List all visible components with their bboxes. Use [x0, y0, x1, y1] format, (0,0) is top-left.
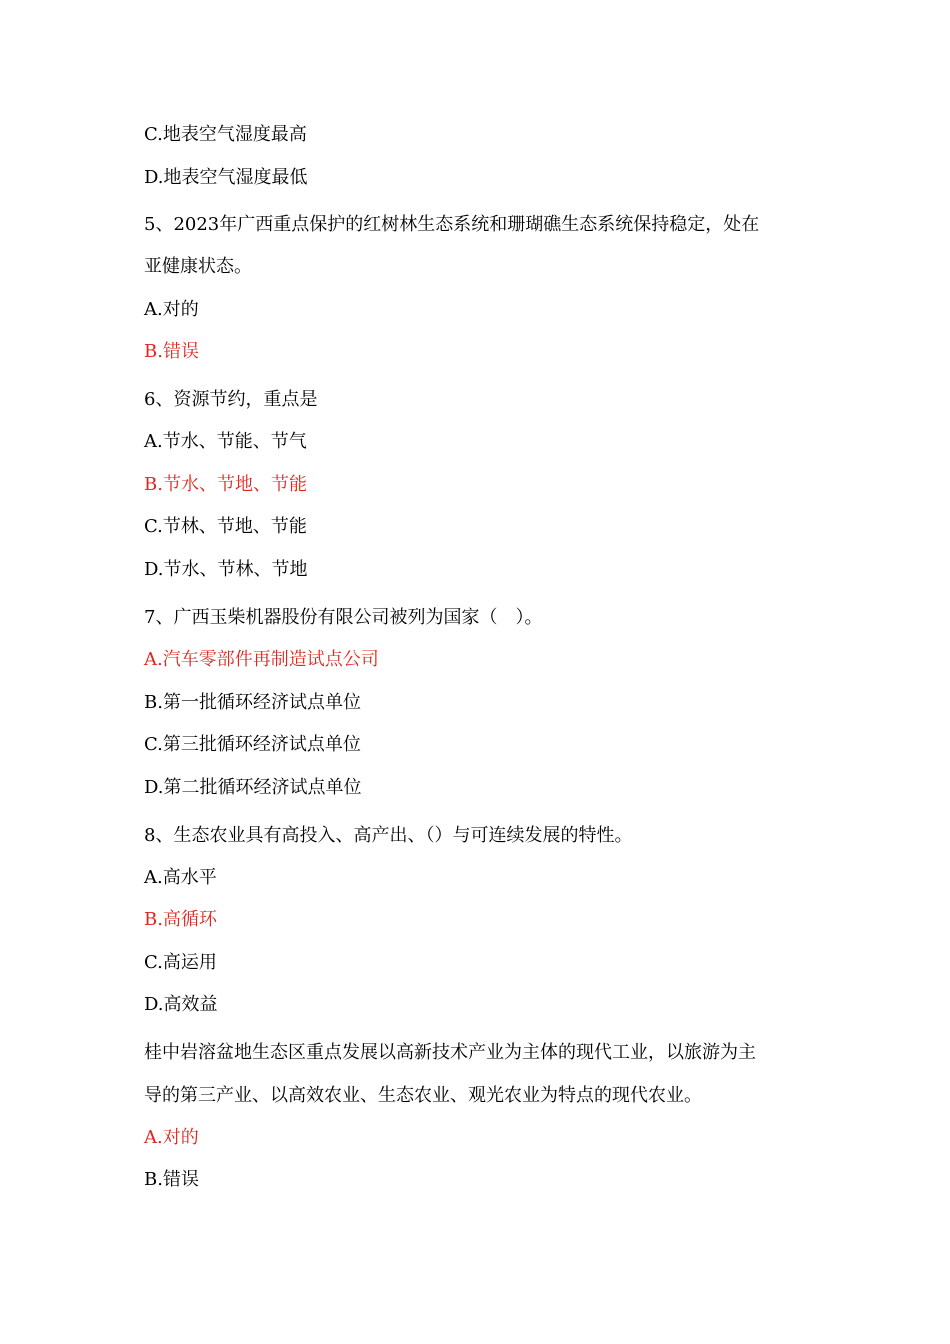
- q7-option-b: B.第一批循环经济试点单位: [144, 692, 361, 713]
- q5-question-line2: 亚健康状态。: [144, 256, 252, 277]
- q8-option-a: A.高水平: [144, 867, 217, 888]
- q5-option-b-answer: B.错误: [144, 341, 199, 362]
- q4-option-c: C.地表空气湿度最高: [144, 124, 307, 145]
- q8-question: 8、生态农业具有高投入、高产出、（）与可连续发展的特性。: [144, 825, 633, 846]
- q4-option-d: D.地表空气湿度最低: [144, 167, 308, 188]
- q7-option-a-answer: A.汽车零部件再制造试点公司: [144, 649, 379, 670]
- q7-question: 7、广西玉柴机器股份有限公司被列为国家（ ）。: [144, 607, 543, 628]
- q8-option-c: C.高运用: [144, 952, 217, 973]
- q6-question: 6、资源节约，重点是: [144, 389, 318, 410]
- q6-option-a: A.节水、节能、节气: [144, 431, 307, 452]
- q9-question-line2: 导的第三产业、以高效农业、生态农业、观光农业为特点的现代农业。: [144, 1085, 702, 1106]
- q7-option-d: D.第二批循环经济试点单位: [144, 777, 362, 798]
- q7-option-c: C.第三批循环经济试点单位: [144, 734, 361, 755]
- q6-option-c: C.节林、节地、节能: [144, 516, 307, 537]
- q9-option-b: B.错误: [144, 1169, 199, 1190]
- q9-question-line1: 桂中岩溶盆地生态区重点发展以高新技术产业为主体的现代工业，以旅游为主: [144, 1042, 756, 1063]
- q5-question-line1: 5、2023年广西重点保护的红树林生态系统和珊瑚礁生态系统保持稳定，处在: [144, 214, 760, 235]
- q6-option-b-answer: B.节水、节地、节能: [144, 474, 307, 495]
- q6-option-d: D.节水、节林、节地: [144, 559, 308, 580]
- q8-option-b-answer: B.高循环: [144, 909, 217, 930]
- q9-option-a-answer: A.对的: [144, 1127, 199, 1148]
- q8-option-d: D.高效益: [144, 994, 218, 1015]
- q5-option-a: A.对的: [144, 299, 199, 320]
